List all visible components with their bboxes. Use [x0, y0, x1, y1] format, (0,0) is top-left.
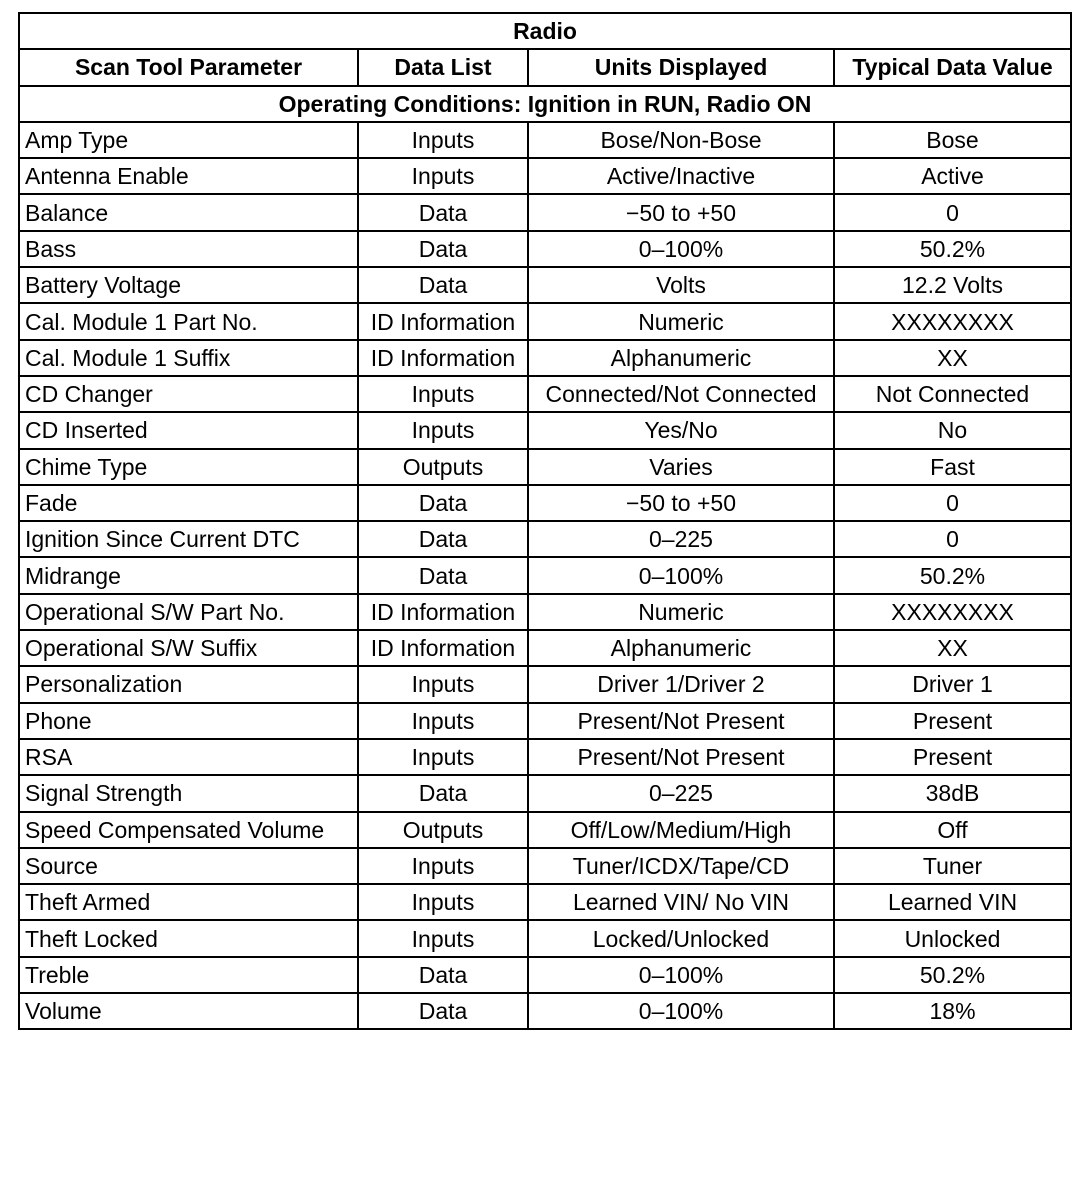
table-row — [19, 340, 1071, 376]
typical-value-cell: 18% — [834, 993, 1071, 1029]
data-list-cell: ID Information — [358, 630, 528, 666]
typical-value-cell: Learned VIN — [834, 884, 1071, 920]
table-row — [19, 775, 1071, 811]
units-cell: Volts — [528, 267, 834, 303]
units-cell: Bose/Non-Bose — [528, 122, 834, 158]
data-list-cell: Data — [358, 775, 528, 811]
typical-value-cell: Driver 1 — [834, 666, 1071, 702]
table-row — [19, 920, 1071, 956]
data-list-cell: Inputs — [358, 920, 528, 956]
units-cell: Learned VIN/ No VIN — [528, 884, 834, 920]
table-row — [19, 594, 1071, 630]
typical-value-cell: 12.2 Volts — [834, 267, 1071, 303]
data-list-cell: Data — [358, 521, 528, 557]
table-row — [19, 485, 1071, 521]
param-cell: Theft Armed — [19, 884, 358, 920]
header-data-list: Data List — [358, 49, 528, 85]
table-row — [19, 303, 1071, 339]
typical-value-cell: Present — [834, 739, 1071, 775]
units-cell: 0–225 — [528, 775, 834, 811]
data-list-cell: Inputs — [358, 412, 528, 448]
table-header-row — [19, 49, 1071, 85]
typical-value-cell: Bose — [834, 122, 1071, 158]
table-row — [19, 158, 1071, 194]
data-list-cell: Data — [358, 231, 528, 267]
units-cell: 0–100% — [528, 993, 834, 1029]
table-title-row — [19, 13, 1071, 49]
param-cell: CD Changer — [19, 376, 358, 412]
param-cell: Antenna Enable — [19, 158, 358, 194]
table-row — [19, 630, 1071, 666]
data-list-cell: Data — [358, 267, 528, 303]
data-list-cell: Inputs — [358, 848, 528, 884]
table-row — [19, 739, 1071, 775]
units-cell: Present/Not Present — [528, 739, 834, 775]
table-row — [19, 812, 1071, 848]
table-row — [19, 666, 1071, 702]
param-cell: Signal Strength — [19, 775, 358, 811]
units-cell: 0–225 — [528, 521, 834, 557]
header-scan-tool-parameter: Scan Tool Parameter — [19, 49, 358, 85]
radio-data-table — [18, 12, 1072, 1030]
param-cell: Midrange — [19, 557, 358, 593]
operating-conditions-row — [19, 86, 1071, 122]
typical-value-cell: 0 — [834, 485, 1071, 521]
typical-value-cell: Tuner — [834, 848, 1071, 884]
table-row — [19, 957, 1071, 993]
param-cell: Personalization — [19, 666, 358, 702]
param-cell: Battery Voltage — [19, 267, 358, 303]
typical-value-cell: XX — [834, 630, 1071, 666]
data-list-cell: Inputs — [358, 884, 528, 920]
header-typical-data-value: Typical Data Value — [834, 49, 1071, 85]
units-cell: Off/Low/Medium/High — [528, 812, 834, 848]
table-row — [19, 557, 1071, 593]
table-row — [19, 993, 1071, 1029]
typical-value-cell: 0 — [834, 194, 1071, 230]
param-cell: Source — [19, 848, 358, 884]
param-cell: Theft Locked — [19, 920, 358, 956]
param-cell: Volume — [19, 993, 358, 1029]
table-row — [19, 521, 1071, 557]
typical-value-cell: XX — [834, 340, 1071, 376]
table-row — [19, 703, 1071, 739]
units-cell: −50 to +50 — [528, 485, 834, 521]
data-list-cell: Inputs — [358, 122, 528, 158]
typical-value-cell: Not Connected — [834, 376, 1071, 412]
param-cell: Balance — [19, 194, 358, 230]
data-list-cell: Inputs — [358, 739, 528, 775]
table-row — [19, 412, 1071, 448]
param-cell: Operational S/W Suffix — [19, 630, 358, 666]
units-cell: −50 to +50 — [528, 194, 834, 230]
header-units-displayed: Units Displayed — [528, 49, 834, 85]
data-list-cell: Data — [358, 957, 528, 993]
param-cell: Ignition Since Current DTC — [19, 521, 358, 557]
param-cell: Chime Type — [19, 449, 358, 485]
data-list-cell: Inputs — [358, 158, 528, 194]
units-cell: Varies — [528, 449, 834, 485]
operating-conditions: Operating Conditions: Ignition in RUN, Radio ON — [19, 86, 1071, 122]
units-cell: Alphanumeric — [528, 630, 834, 666]
radio-data-table-container — [18, 12, 1070, 1030]
param-cell: RSA — [19, 739, 358, 775]
param-cell: Operational S/W Part No. — [19, 594, 358, 630]
units-cell: Driver 1/Driver 2 — [528, 666, 834, 702]
param-cell: Fade — [19, 485, 358, 521]
data-list-cell: Inputs — [358, 376, 528, 412]
units-cell: Numeric — [528, 303, 834, 339]
typical-value-cell: 38dB — [834, 775, 1071, 811]
units-cell: 0–100% — [528, 557, 834, 593]
typical-value-cell: XXXXXXXX — [834, 594, 1071, 630]
data-list-cell: Inputs — [358, 666, 528, 702]
units-cell: 0–100% — [528, 957, 834, 993]
units-cell: Locked/Unlocked — [528, 920, 834, 956]
param-cell: Cal. Module 1 Suffix — [19, 340, 358, 376]
param-cell: Cal. Module 1 Part No. — [19, 303, 358, 339]
typical-value-cell: Unlocked — [834, 920, 1071, 956]
table-row — [19, 122, 1071, 158]
data-list-cell: ID Information — [358, 340, 528, 376]
param-cell: CD Inserted — [19, 412, 358, 448]
param-cell: Bass — [19, 231, 358, 267]
data-list-cell: Inputs — [358, 703, 528, 739]
typical-value-cell: Present — [834, 703, 1071, 739]
typical-value-cell: 50.2% — [834, 957, 1071, 993]
data-list-cell: Data — [358, 557, 528, 593]
units-cell: Present/Not Present — [528, 703, 834, 739]
data-list-cell: Data — [358, 194, 528, 230]
data-list-cell: Data — [358, 485, 528, 521]
data-list-cell: ID Information — [358, 594, 528, 630]
units-cell: Active/Inactive — [528, 158, 834, 194]
data-list-cell: Data — [358, 993, 528, 1029]
typical-value-cell: 50.2% — [834, 557, 1071, 593]
param-cell: Treble — [19, 957, 358, 993]
table-row — [19, 376, 1071, 412]
table-row — [19, 194, 1071, 230]
table-title: Radio — [19, 13, 1071, 49]
table-row — [19, 449, 1071, 485]
typical-value-cell: 50.2% — [834, 231, 1071, 267]
table-row — [19, 848, 1071, 884]
typical-value-cell: XXXXXXXX — [834, 303, 1071, 339]
units-cell: 0–100% — [528, 231, 834, 267]
table-row — [19, 267, 1071, 303]
units-cell: Tuner/ICDX/Tape/CD — [528, 848, 834, 884]
typical-value-cell: No — [834, 412, 1071, 448]
typical-value-cell: Fast — [834, 449, 1071, 485]
table-row — [19, 231, 1071, 267]
units-cell: Alphanumeric — [528, 340, 834, 376]
param-cell: Speed Compensated Volume — [19, 812, 358, 848]
units-cell: Yes/No — [528, 412, 834, 448]
param-cell: Amp Type — [19, 122, 358, 158]
data-list-cell: Outputs — [358, 449, 528, 485]
typical-value-cell: 0 — [834, 521, 1071, 557]
table-row — [19, 884, 1071, 920]
param-cell: Phone — [19, 703, 358, 739]
units-cell: Connected/Not Connected — [528, 376, 834, 412]
typical-value-cell: Active — [834, 158, 1071, 194]
table-body — [19, 122, 1071, 1029]
typical-value-cell: Off — [834, 812, 1071, 848]
data-list-cell: ID Information — [358, 303, 528, 339]
units-cell: Numeric — [528, 594, 834, 630]
data-list-cell: Outputs — [358, 812, 528, 848]
